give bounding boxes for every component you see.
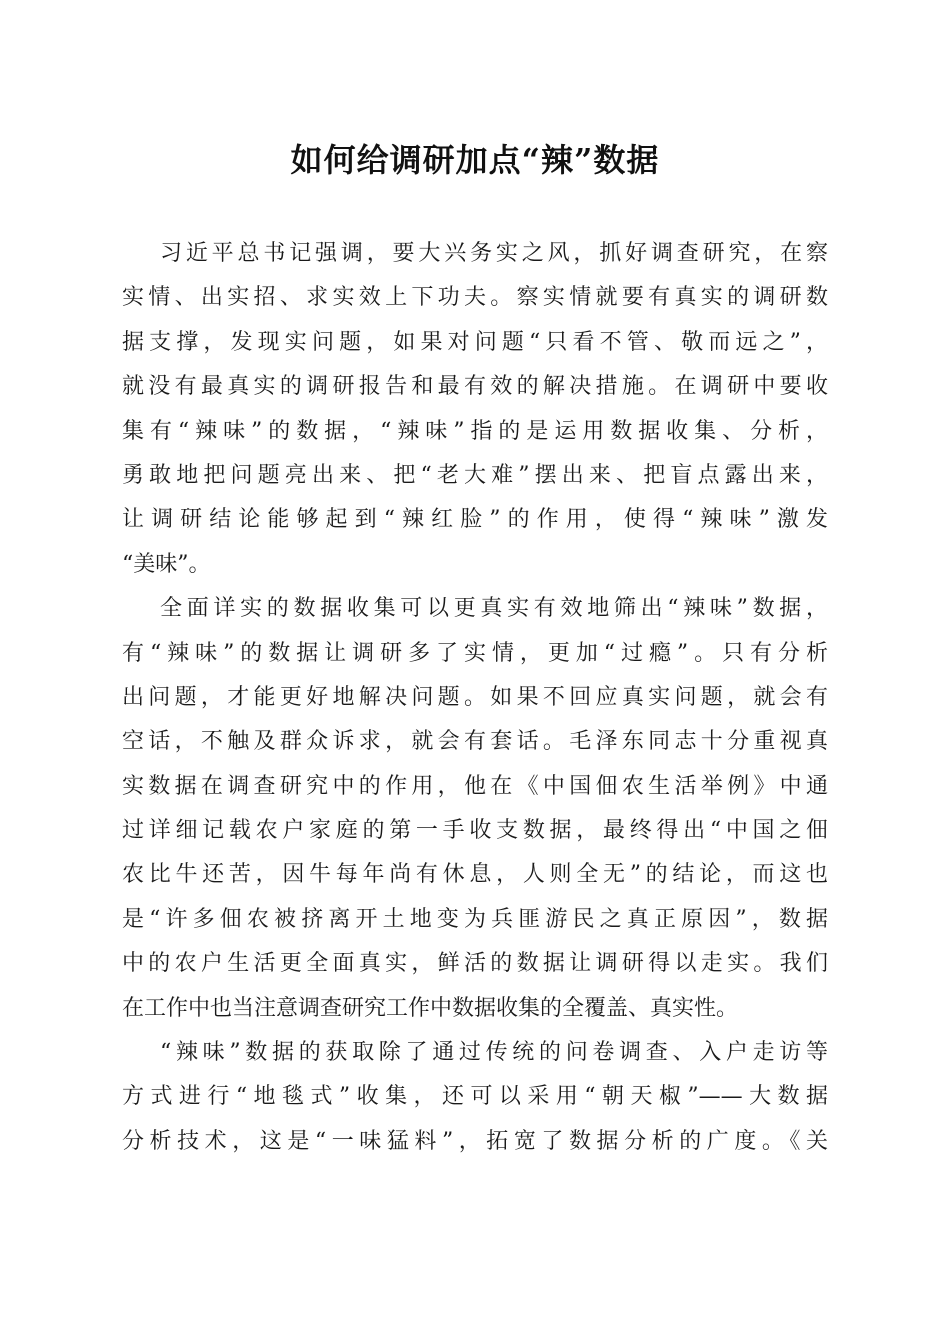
paragraph-line: 实数据在调查研究中的作用，他在《中国佃农生活举例》中通 <box>122 773 828 799</box>
paragraph-line: 勇敢地把问题亮出来、把“老大难”摆出来、把盲点露出来， <box>122 462 828 488</box>
paragraph-line: 分析技术，这是“一味猛料”，拓宽了数据分析的广度。《关 <box>122 1128 828 1154</box>
paragraph-line: 有“辣味”的数据让调研多了实情，更加“过瘾”。只有分析 <box>122 640 828 666</box>
paragraph-line: 过详细记载农户家庭的第一手收支数据，最终得出“中国之佃 <box>122 818 828 844</box>
paragraph-line: 中的农户生活更全面真实，鲜活的数据让调研得以走实。我们 <box>122 951 828 977</box>
paragraph-line: 据支撑，发现实问题，如果对问题“只看不管、敬而远之”， <box>122 329 828 355</box>
paragraph-line: “美味”。 <box>122 551 211 577</box>
paragraph-line: 农比牛还苦，因牛每年尚有休息，人则全无”的结论，而这也 <box>122 862 828 888</box>
paragraph-1 <box>122 232 828 587</box>
paragraph-2 <box>122 587 828 1031</box>
paragraph-line: 集有“辣味”的数据，“辣味”指的是运用数据收集、分析， <box>122 418 828 444</box>
paragraph-line: “辣味”数据的获取除了通过传统的问卷调查、入户走访等 <box>160 1040 828 1066</box>
paragraph-line: 习近平总书记强调，要大兴务实之风，抓好调查研究，在察 <box>160 241 828 266</box>
document-body <box>122 232 828 1164</box>
paragraph-line: 空话，不触及群众诉求，就会有套话。毛泽东同志十分重视真 <box>122 729 828 755</box>
document-title: 如何给调研加点“辣”数据 <box>290 141 660 179</box>
paragraph-3 <box>122 1031 828 1164</box>
paragraph-line: 是“许多佃农被挤离开土地变为兵匪游民之真正原因”，数据 <box>122 906 828 932</box>
paragraph-line: 让调研结论能够起到“辣红脸”的作用，使得“辣味”激发 <box>122 507 828 533</box>
paragraph-line: 全面详实的数据收集可以更真实有效地筛出“辣味”数据， <box>160 596 828 622</box>
paragraph-line: 出问题，才能更好地解决问题。如果不回应真实问题，就会有 <box>122 684 828 710</box>
paragraph-line: 就没有最真实的调研报告和最有效的解决措施。在调研中要收 <box>122 374 828 400</box>
paragraph-line: 方式进行“地毯式”收集，还可以采用“朝天椒”——大数据 <box>122 1084 828 1110</box>
paragraph-line: 在工作中也当注意调查研究工作中数据收集的全覆盖、真实性。 <box>122 995 739 1021</box>
paragraph-line: 实情、出实招、求实效上下功夫。察实情就要有真实的调研数 <box>122 285 828 311</box>
